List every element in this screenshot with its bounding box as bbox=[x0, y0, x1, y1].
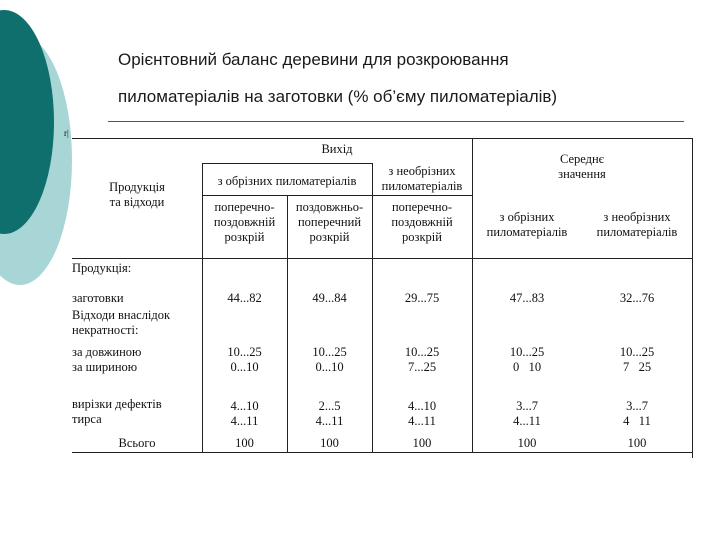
title-divider bbox=[108, 121, 684, 122]
cell-defects-c3: 4...10 4...11 bbox=[407, 399, 437, 428]
table-bottom-border bbox=[72, 452, 692, 453]
cell-length-width-c5: 10...25 7 25 bbox=[619, 345, 655, 374]
cell-blanks-c2: 49...84 bbox=[312, 291, 347, 305]
col-header-avg-edged: з обрізних пиломатеріалів bbox=[486, 210, 568, 239]
table-top-border bbox=[72, 138, 692, 139]
cell-total-c5: 100 bbox=[627, 436, 647, 450]
row-label-total: Всього bbox=[118, 436, 156, 450]
corner-mark: r| bbox=[64, 128, 69, 138]
cell-length-width-c2: 10...25 0...10 bbox=[312, 345, 347, 374]
cell-blanks-c3: 29...75 bbox=[404, 291, 440, 305]
row-label-blanks: заготовки bbox=[72, 291, 124, 305]
slide-title-line-2: пиломатеріалів на заготовки (% об’єму пиломатеріалів) bbox=[118, 87, 558, 106]
row-header: Продукція та відходи bbox=[109, 180, 165, 209]
cell-defects-c4: 3...7 4...11 bbox=[513, 399, 541, 428]
section-product-label: Продукція: bbox=[72, 261, 132, 275]
cell-total-c4: 100 bbox=[517, 436, 537, 450]
row-label-waste-nonmultiple: Відходи внаслідок некратності: bbox=[72, 308, 171, 337]
cell-blanks-c5: 32...76 bbox=[619, 291, 655, 305]
cell-defects-c2: 2...5 4...11 bbox=[315, 399, 344, 428]
cell-total-c1: 100 bbox=[235, 436, 254, 450]
row-label-length-width: за довжиною за шириною bbox=[72, 345, 142, 374]
wood-balance-table bbox=[72, 138, 696, 458]
col-header-long-cross: поздовжньо- поперечний розкрій bbox=[295, 200, 364, 244]
output-divider bbox=[202, 163, 372, 164]
subheader-divider bbox=[202, 195, 472, 196]
average-header: Середнє значення bbox=[558, 152, 606, 181]
cell-total-c3: 100 bbox=[412, 436, 432, 450]
cell-blanks-c4: 47...83 bbox=[509, 291, 545, 305]
table-right-border bbox=[692, 138, 693, 458]
row-label-defects-sawdust: вирізки дефектів тирса bbox=[72, 397, 162, 426]
cell-length-width-c4: 10...25 0 10 bbox=[509, 345, 545, 374]
cell-length-width-c3: 10...25 7...25 bbox=[404, 345, 440, 374]
slide-title-line-1: Орієнтовний баланс деревини для розкроювання bbox=[118, 50, 509, 69]
header-bottom-border bbox=[72, 258, 692, 259]
output-header: Вихід bbox=[321, 142, 353, 156]
unedged-header: з необрізних пиломатеріалів bbox=[381, 164, 463, 193]
cell-length-width-c1: 10...25 0...10 bbox=[227, 345, 262, 374]
cell-defects-c1: 4...10 4...11 bbox=[230, 399, 259, 428]
edged-header: з обрізних пиломатеріалів bbox=[217, 174, 357, 188]
cell-blanks-c1: 44...82 bbox=[227, 291, 262, 305]
col-header-unedged-cross-long: поперечно- поздовжній розкрій bbox=[391, 200, 453, 244]
col-header-cross-long: поперечно- поздовжній розкрій bbox=[213, 200, 276, 244]
cell-total-c2: 100 bbox=[320, 436, 339, 450]
col-header-avg-unedged: з необрізних пиломатеріалів bbox=[596, 210, 678, 239]
cell-defects-c5: 3...7 4 11 bbox=[623, 399, 651, 428]
